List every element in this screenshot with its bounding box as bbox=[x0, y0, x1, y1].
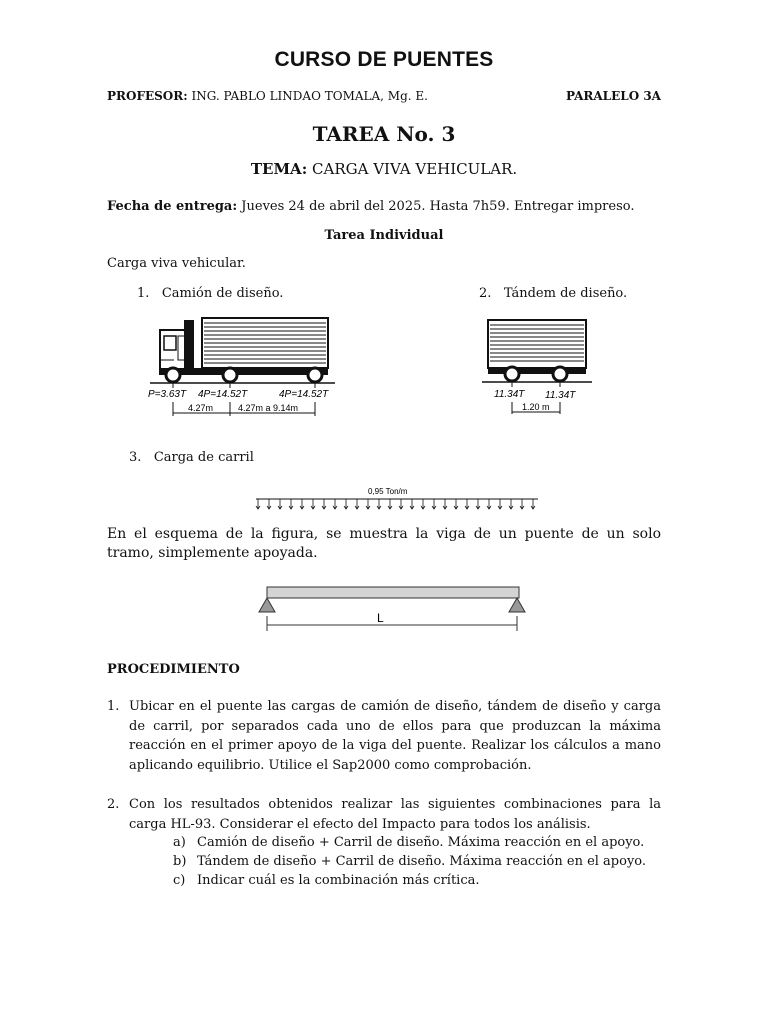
step-1-text: Ubicar en el puente las cargas de camión de diseño, tándem de diseño y carga de carril, por separados cada uno de ellos para que produzcan la máxima reacción en el primer apoyo de la viga del puente. Realizar los cálculos a mano aplicando equilibrio. Utilice el Sap2000 como comprobación. bbox=[129, 699, 661, 773]
lane-load-diagram bbox=[252, 484, 542, 514]
beam-description: En el esquema de la figura, se muestra la viga de un puente de un solo tramo, simplemente apoyada. bbox=[107, 526, 661, 561]
item-carril bbox=[129, 448, 254, 468]
truck-load-rear: 4P=14.52T bbox=[279, 389, 329, 400]
item-tandem bbox=[479, 284, 627, 304]
profesor-line bbox=[107, 89, 428, 103]
profesor-name: ING. PABLO LINDAO TOMALA, Mg. E. bbox=[191, 89, 428, 103]
truck-load-front: P=3.63T bbox=[148, 389, 187, 400]
subitem-b-text: Tándem de diseño + Carril de diseño. Máxima reacción en el apoyo. bbox=[197, 854, 647, 869]
paralelo: PARALELO 3A bbox=[565, 89, 661, 103]
profesor-label: PROFESOR: bbox=[107, 89, 188, 103]
span-length-label: L bbox=[377, 611, 384, 625]
fecha-line bbox=[107, 197, 634, 217]
item-label: Camión de diseño. bbox=[161, 286, 284, 301]
item-number: 2. bbox=[479, 286, 492, 301]
item-label: Carga de carril bbox=[153, 450, 254, 465]
tema-label: TEMA: bbox=[250, 160, 308, 178]
tarea-individual: Tarea Individual bbox=[324, 228, 444, 243]
truck-load-middle: 4P=14.52T bbox=[198, 389, 248, 400]
page-title: CURSO DE PUENTES bbox=[274, 48, 494, 71]
truck-spacing-1: 4.27m bbox=[188, 403, 214, 413]
tarea-title: TAREA No. 3 bbox=[312, 122, 456, 146]
tandem-load-2: 11.34T bbox=[545, 390, 576, 401]
item-number: 1. bbox=[137, 286, 150, 301]
item-camion bbox=[137, 284, 283, 304]
item-label: Tándem de diseño. bbox=[503, 286, 628, 301]
tema-text: CARGA VIVA VEHICULAR. bbox=[312, 160, 518, 178]
design-truck-diagram bbox=[140, 312, 340, 424]
step-number: 2. bbox=[107, 797, 120, 812]
subitem-letter: b) bbox=[173, 854, 187, 869]
subitem-a-text: Camión de diseño + Carril de diseño. Máxima reacción en el apoyo. bbox=[197, 835, 645, 850]
step-2-text: Con los resultados obtenidos realizar las siguientes combinaciones para la carga HL-93. Considerar el efecto del Impacto para todos los análisis. bbox=[129, 797, 661, 832]
carga-intro: Carga viva vehicular. bbox=[107, 256, 246, 271]
tema-line bbox=[0, 160, 768, 178]
fecha-text: Jueves 24 de abril del 2025. Hasta 7h59. Entregar impreso. bbox=[241, 199, 635, 214]
item-number: 3. bbox=[129, 450, 142, 465]
fecha-label: Fecha de entrega: bbox=[107, 199, 238, 214]
subitem-letter: c) bbox=[173, 873, 186, 888]
truck-spacing-2: 4.27m a 9.14m bbox=[238, 403, 299, 413]
tandem-spacing: 1.20 m bbox=[522, 402, 550, 412]
tandem-load-1: 11.34T bbox=[494, 389, 525, 400]
step-number: 1. bbox=[107, 699, 120, 714]
subitem-letter: a) bbox=[173, 835, 186, 850]
lane-load-label: 0,95 Ton/m bbox=[368, 487, 408, 496]
simply-supported-beam-diagram bbox=[255, 583, 531, 635]
design-tandem-diagram bbox=[478, 314, 596, 422]
subitem-c-text: Indicar cuál es la combinación más crítica. bbox=[197, 873, 480, 888]
procedimiento-heading: PROCEDIMIENTO bbox=[107, 662, 240, 677]
